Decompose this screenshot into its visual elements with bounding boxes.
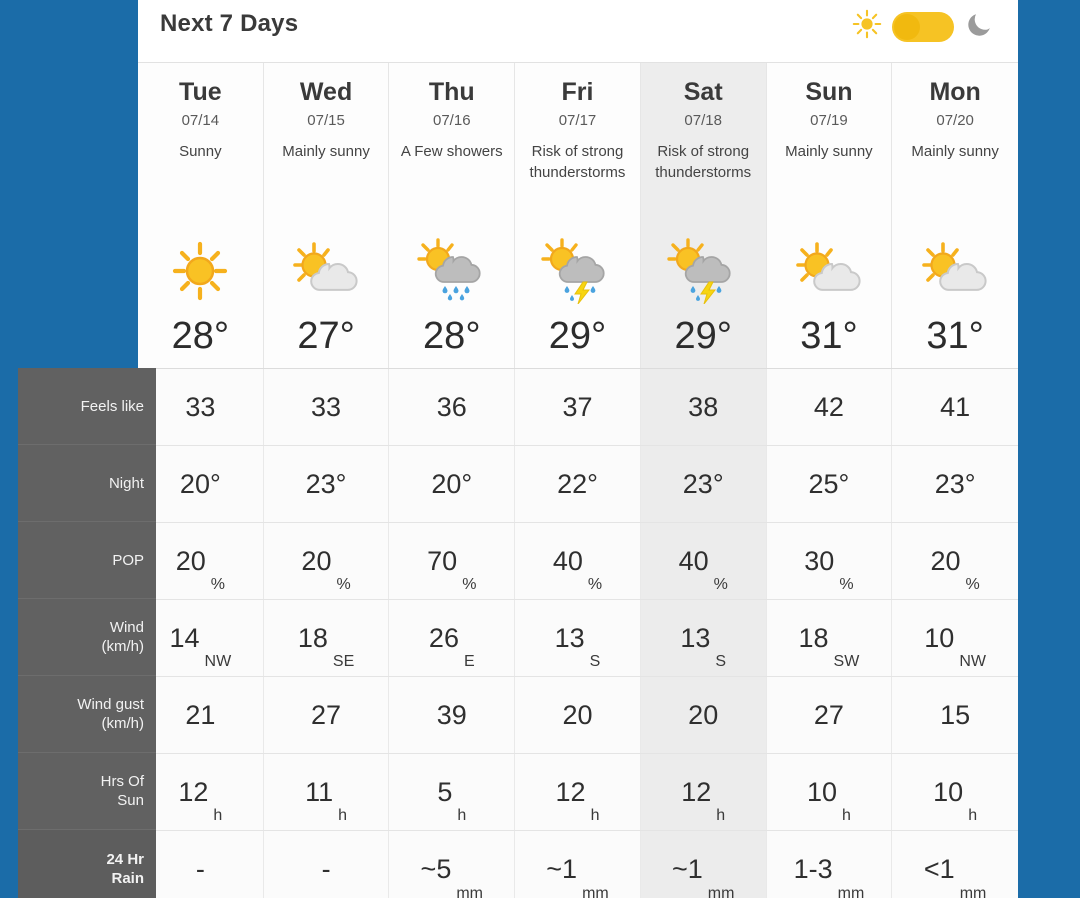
metric-value: 40 (678, 545, 709, 576)
metric-label (18, 830, 156, 898)
day-temperature: 31° (800, 315, 858, 357)
metric-label (18, 676, 156, 753)
metric-value: ~1 (671, 854, 703, 884)
metric-label-line1: Night (108, 474, 144, 492)
metric-value: 41 (940, 391, 971, 422)
metric-cell (892, 369, 1018, 445)
metric-value: - (321, 854, 331, 884)
metric-label-line1: Wind (109, 619, 144, 636)
day-condition: Risk of strong thunderstorms (655, 143, 752, 181)
metric-unit: % (210, 576, 225, 593)
day-column[interactable] (389, 63, 515, 368)
sun-thunderstorm-icon (515, 238, 640, 304)
metric-cell (264, 523, 390, 599)
metric-cell (138, 369, 264, 445)
metric-unit: NW (959, 653, 986, 670)
metric-cell (138, 600, 264, 676)
metric-label (18, 445, 156, 522)
metric-cell (389, 600, 515, 676)
metric-unit: % (713, 576, 728, 593)
metric-cell (264, 446, 390, 522)
metric-unit: h (338, 807, 348, 824)
metric-label-line1: 24 Hr (106, 850, 144, 868)
panel-header (138, 0, 1018, 62)
metric-cell (767, 831, 893, 898)
metric-value: ~1 (546, 854, 578, 884)
day-column[interactable] (767, 63, 893, 368)
day-temperature: 31° (926, 315, 984, 357)
metric-value: 40 (552, 545, 583, 576)
metric-unit: % (336, 576, 351, 593)
metric-value: 12 (555, 776, 586, 807)
metric-cell (264, 831, 390, 898)
day-temperature: 29° (548, 315, 607, 357)
metric-cell (264, 600, 390, 676)
partly-cloudy-icon (767, 238, 892, 304)
metric-label-line2: Sun (117, 792, 144, 809)
page-title: Next 7 Days (160, 10, 299, 37)
sun-icon (852, 9, 882, 44)
metric-cell (138, 446, 264, 522)
metric-unit: S (589, 653, 601, 670)
metric-value: 30 (804, 545, 835, 576)
metric-value: 38 (688, 391, 719, 422)
theme-toggle-switch[interactable] (892, 12, 954, 42)
metric-value: <1 (923, 854, 955, 884)
toggle-knob (894, 14, 920, 40)
metric-cell (641, 831, 767, 898)
metric-unit: E (463, 653, 475, 670)
metric-cell (892, 523, 1018, 599)
day-condition: Mainly sunny (785, 143, 873, 160)
metric-value: 13 (554, 622, 585, 653)
day-temperature: 28° (171, 315, 230, 357)
metric-unit: % (839, 576, 854, 593)
metric-cell (515, 369, 641, 445)
metric-cell (892, 600, 1018, 676)
day-date: 07/19 (810, 112, 848, 129)
metric-cell (515, 600, 641, 676)
day-name: Wed (299, 78, 353, 106)
metric-cell (515, 677, 641, 753)
metric-unit: mm (582, 885, 609, 898)
metric-value: 37 (562, 391, 593, 422)
metric-unit: h (968, 807, 978, 824)
day-condition: Mainly sunny (282, 143, 370, 160)
day-name: Thu (428, 78, 475, 106)
metric-cell (767, 600, 893, 676)
day-condition: Mainly sunny (911, 143, 999, 160)
metric-value: 27 (311, 699, 342, 730)
metric-row (138, 369, 1018, 446)
metric-value: 20 (175, 545, 206, 576)
day-name: Sat (683, 78, 723, 106)
metric-unit: S (715, 653, 727, 670)
metric-cell (641, 523, 767, 599)
metric-unit: h (841, 807, 851, 824)
metric-cell (138, 677, 264, 753)
metric-value: 18 (798, 622, 829, 653)
day-date: 07/17 (558, 112, 597, 129)
metric-value: 33 (185, 391, 216, 422)
metric-value: 20 (301, 545, 332, 576)
metric-label (18, 522, 156, 599)
day-columns (138, 62, 1018, 368)
metric-cell (389, 523, 515, 599)
sunny-icon (138, 238, 263, 304)
metric-value: 14 (169, 622, 200, 653)
metric-value: 20° (179, 468, 221, 499)
metric-unit: % (965, 576, 980, 593)
day-date: 07/15 (307, 112, 345, 129)
day-column[interactable] (892, 63, 1018, 368)
day-condition: A Few showers (400, 143, 503, 160)
day-temperature: 27° (297, 315, 355, 357)
metric-value: 12 (178, 776, 209, 807)
sun-thunderstorm-icon (641, 238, 766, 304)
metric-cell (892, 677, 1018, 753)
metric-cell (892, 446, 1018, 522)
day-night-toggle-group[interactable] (852, 8, 996, 45)
metric-value: 42 (813, 391, 844, 422)
day-date: 07/14 (181, 112, 220, 129)
metric-value: 18 (297, 622, 328, 653)
metric-cell (641, 754, 767, 830)
metric-value: 10 (924, 622, 955, 653)
day-condition: Sunny (179, 143, 222, 160)
metric-label (18, 368, 156, 445)
metric-value: 23° (305, 468, 347, 499)
metric-cell (641, 446, 767, 522)
metric-label-column (18, 368, 156, 898)
metric-value: 36 (436, 391, 467, 422)
metric-value: 20 (688, 699, 719, 730)
metric-cell (641, 369, 767, 445)
metric-label (18, 599, 156, 676)
metric-value: 1-3 (793, 854, 833, 884)
metric-cell (641, 600, 767, 676)
metric-cell (767, 446, 893, 522)
day-condition: Risk of strong thunderstorms (529, 143, 626, 181)
metric-cell (264, 369, 390, 445)
metric-value: ~5 (420, 854, 452, 884)
metric-cell (767, 677, 893, 753)
metric-cell (515, 523, 641, 599)
metric-value: 27 (813, 699, 844, 730)
metric-row (138, 600, 1018, 677)
metric-unit: NW (204, 653, 232, 670)
metric-value: 23° (682, 468, 724, 499)
metric-cell (892, 754, 1018, 830)
metric-label-line1: Feels like (80, 397, 144, 415)
metric-value: 10 (806, 776, 837, 807)
day-name: Mon (929, 78, 981, 106)
metric-unit: h (716, 807, 726, 824)
metric-label-line1: POP (112, 551, 144, 569)
sun-showers-icon (389, 238, 514, 304)
metric-value: 20 (562, 699, 593, 730)
partly-cloudy-icon (264, 238, 389, 304)
metric-cell (389, 677, 515, 753)
metric-cell (389, 369, 515, 445)
metric-value: 13 (680, 622, 711, 653)
day-temperature: 29° (674, 315, 732, 357)
metric-value: 21 (185, 699, 216, 730)
metric-unit: % (462, 576, 477, 593)
metric-cell (515, 754, 641, 830)
day-column[interactable] (641, 63, 767, 368)
metric-row (138, 831, 1018, 898)
day-name: Tue (179, 78, 222, 106)
metric-unit: mm (456, 885, 483, 898)
metric-value: - (195, 854, 205, 884)
metric-cell (389, 831, 515, 898)
metric-unit: h (590, 807, 600, 824)
metric-label-line2: Rain (111, 869, 144, 887)
metric-cell (138, 831, 264, 898)
metric-cell (264, 754, 390, 830)
day-date: 07/16 (433, 112, 471, 129)
metric-label-line1: Wind gust (77, 696, 144, 713)
day-column[interactable] (138, 63, 264, 368)
metric-value: 10 (933, 776, 964, 807)
metric-row (138, 677, 1018, 754)
metric-label (18, 753, 156, 830)
metric-value: 25° (808, 468, 850, 499)
metric-value: 15 (940, 699, 971, 730)
metric-rows (138, 368, 1018, 898)
metric-row (138, 523, 1018, 600)
metric-cell (389, 446, 515, 522)
metric-cell (389, 754, 515, 830)
metric-value: 20° (431, 468, 473, 499)
metric-value: 33 (311, 391, 342, 422)
metric-cell (515, 831, 641, 898)
metric-value: 70 (427, 545, 458, 576)
metric-cell (767, 523, 893, 599)
day-name: Sun (805, 78, 853, 106)
day-column[interactable] (264, 63, 390, 368)
metric-label-line2: (km/h) (101, 715, 144, 732)
day-date: 07/18 (684, 112, 722, 129)
metric-cell (767, 369, 893, 445)
metric-unit: mm (837, 885, 865, 898)
partly-cloudy-icon (892, 238, 1018, 304)
metric-value: 12 (681, 776, 712, 807)
metric-cell (641, 677, 767, 753)
metric-cell (138, 754, 264, 830)
metric-value: 5 (437, 776, 453, 807)
metric-value: 20 (930, 545, 961, 576)
metric-value: 39 (436, 699, 467, 730)
day-column[interactable] (515, 63, 641, 368)
day-name: Fri (561, 78, 594, 106)
metric-cell (515, 446, 641, 522)
metric-cell (264, 677, 390, 753)
metric-label-line1: Hrs Of (100, 773, 144, 790)
metric-value: 22° (557, 468, 598, 499)
metric-cell (892, 831, 1018, 898)
day-date: 07/20 (936, 112, 974, 129)
metric-value: 11 (305, 776, 334, 807)
metric-unit: SW (833, 653, 860, 670)
metric-row (138, 754, 1018, 831)
metric-unit: mm (707, 885, 735, 898)
day-temperature: 28° (423, 315, 481, 357)
metric-unit: h (213, 807, 223, 824)
forecast-panel (138, 0, 1018, 898)
metric-cell (138, 523, 264, 599)
metric-unit: h (457, 807, 467, 824)
metric-value: 26 (428, 622, 459, 653)
moon-icon (964, 8, 996, 45)
metric-unit: mm (959, 885, 987, 898)
metric-value: 23° (934, 468, 976, 499)
metric-cell (767, 754, 893, 830)
metric-unit: SE (332, 653, 355, 670)
metric-row (138, 446, 1018, 523)
metric-unit: % (587, 576, 603, 593)
metric-label-line2: (km/h) (101, 638, 144, 655)
